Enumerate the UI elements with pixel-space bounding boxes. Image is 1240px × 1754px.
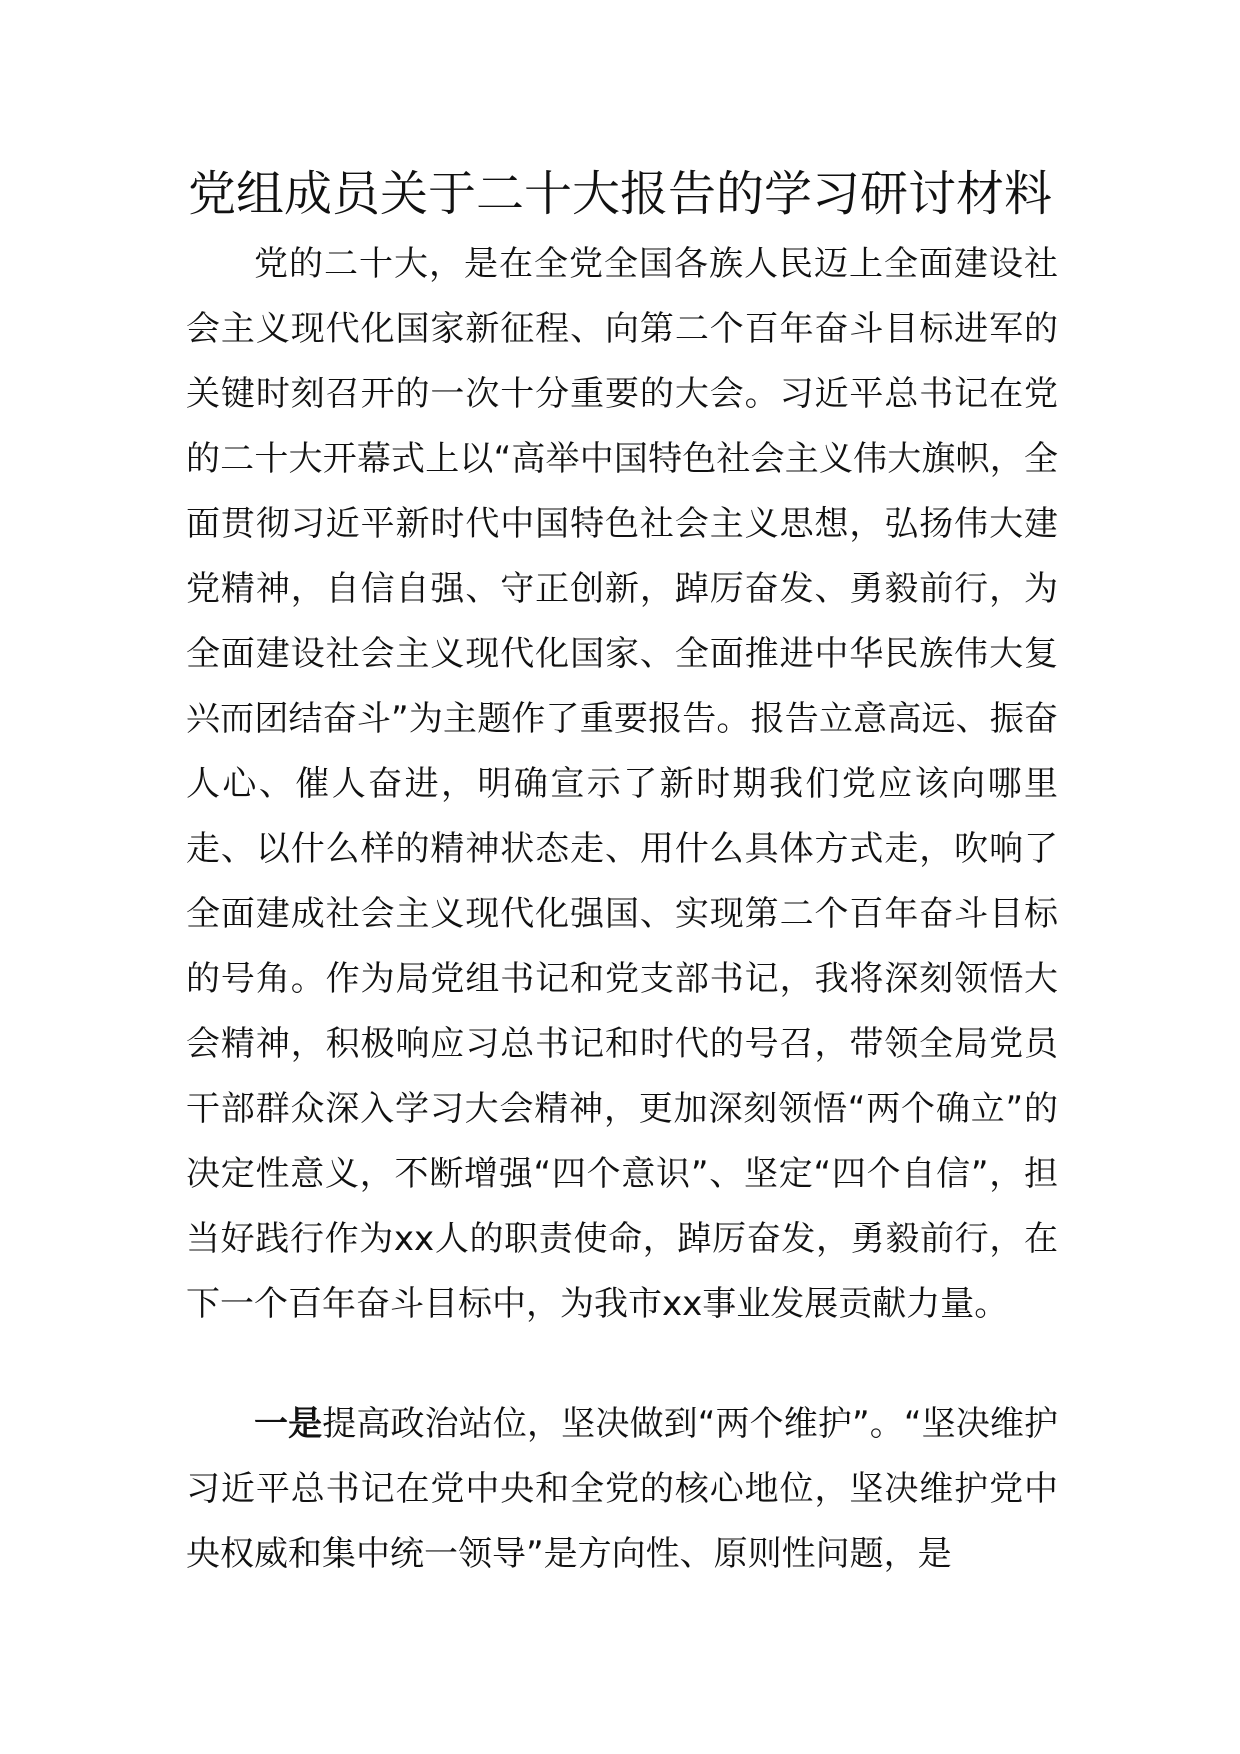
document-title: 党组成员关于二十大报告的学习研讨材料	[187, 166, 1052, 222]
point-one-lead: 一是	[254, 1404, 323, 1444]
point-one-text: 提高政治站位，坚决做到“两个维护”。“坚决维护习近平总书记在党中央和全党的核心地位，坚决维护党中央权威和集中统一领导”是方向性、原则性问题，是	[186, 1404, 1059, 1574]
body-paragraph: 党的二十大，是在全党全国各族人民迈上全面建设社会主义现代化国家新征程、向第二个百年奋斗目标进军的关键时刻召开的一次十分重要的大会。习近平总书记在党的二十大开幕式上以“高举中国特色社会主义伟大旗帜，全面贯彻习近平新时代中国特色社会主义思想，弘扬伟大建党精神，自信自强、守正创新，踔厉奋发、勇毅前行，为全面建设社会主义现代化国家、全面推进中华民族伟大复兴而团结奋斗”为主题作了重要报告。报告立意高远、振奋人心、催人奋进，明确宣示了新时期我们党应该向哪里走、以什么样的精神状态走、用什么具体方式走，吹响了全面建成社会主义现代化强国、实现第二个百年奋斗目标的号角。作为局党组书记和党支部书记，我将深刻领悟大会精神，积极响应习总书记和时代的号召，带领全局党员干部群众深入学习大会精神，更加深刻领悟“两个确立”的决定性意义，不断增强“四个意识”、坚定“四个自信”，担当好践行作为xx人的职责使命，踔厉奋发，勇毅前行，在下一个百年奋斗目标中，为我市xx事业发展贡献力量。	[186, 244, 1058, 1324]
body-paragraph-point-one	[186, 1392, 1058, 1587]
